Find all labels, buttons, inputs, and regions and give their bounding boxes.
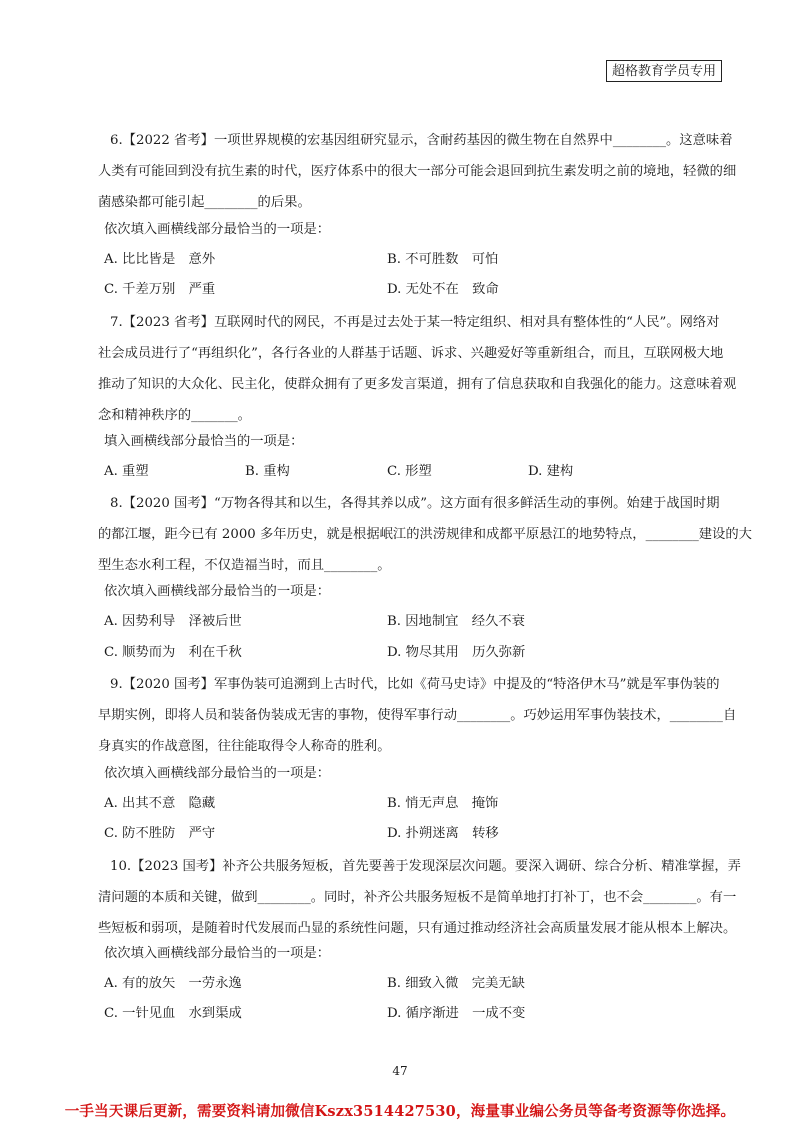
stem-line: 7.【2023 省考】互联网时代的网民，不再是过去处于某一特定组织、相对具有整体性的“人民”。网络对: [110, 315, 720, 330]
question-7-option-a[interactable]: A. 重塑: [104, 464, 149, 479]
question-8-option-d[interactable]: D. 物尽其用 历久弥新: [387, 645, 526, 660]
question-10-prompt: 依次填入画横线部分最恰当的一项是：: [104, 946, 331, 961]
question-7-option-c[interactable]: C. 形塑: [387, 464, 432, 479]
question-9-stem: [98, 669, 737, 762]
question-9-option-d[interactable]: D. 扑朔迷离 转移: [387, 826, 499, 841]
page-number: 47: [392, 1064, 408, 1078]
question-7-stem: [98, 307, 737, 431]
stem-line: 10.【2023 国考】补齐公共服务短板，首先要善于发现深层次问题。要深入调研、综合分析、精准掌握，弄: [110, 859, 741, 874]
question-10-option-a[interactable]: A. 有的放矢 一劳永逸: [104, 976, 242, 991]
stem-line: 念和精神秩序的_______。: [98, 408, 251, 423]
question-8-option-a[interactable]: A. 因势利导 泽被后世: [104, 614, 242, 629]
footer-notice: 一手当天课后更新，需要资料请加微信Kszx3514427530，海量事业编公务员等备考资源等你选择。: [64, 1103, 736, 1120]
question-9-option-c[interactable]: C. 防不胜防 严守: [104, 826, 216, 841]
stem-line: 清问题的本质和关键，做到________。同时，补齐公共服务短板不是简单地打打补丁，也不会________。有一: [98, 890, 737, 905]
question-10-option-d[interactable]: D. 循序渐进 一成不变: [387, 1006, 526, 1021]
question-8-option-c[interactable]: C. 顺势而为 利在千秋: [104, 645, 242, 660]
stem-line: 些短板和弱项，是随着时代发展而凸显的系统性问题，只有通过推动经济社会高质量发展才能从根本上解决。: [98, 921, 737, 936]
stem-line: 6.【2022 省考】一项世界规模的宏基因组研究显示，含耐药基因的微生物在自然界中________。这意味着: [110, 133, 733, 148]
stem-line: 9.【2020 国考】军事伪装可追溯到上古时代，比如《荷马史诗》中提及的“特洛伊木马”就是军事伪装的: [110, 677, 720, 692]
stem-line: 型生态水利工程，不仅造福当时，而且________。: [98, 558, 391, 573]
stem-line: 人类有可能回到没有抗生素的时代，医疗体系中的很大一部分可能会退回到抗生素发明之前的境地，轻微的细: [98, 164, 737, 179]
stem-line: 菌感染都可能引起________的后果。: [98, 195, 311, 210]
stem-line: 8.【2020 国考】“万物各得其和以生，各得其养以成”。这方面有很多鲜活生动的事例。始建于战国时期: [110, 496, 720, 511]
question-7-option-b[interactable]: B. 重构: [245, 464, 290, 479]
question-9-prompt: 依次填入画横线部分最恰当的一项是：: [104, 766, 331, 781]
stem-line: 身真实的作战意图，往往能取得令人称奇的胜利。: [98, 739, 391, 754]
question-6-option-b[interactable]: B. 不可胜数 可怕: [387, 252, 499, 267]
question-9-option-a[interactable]: A. 出其不意 隐藏: [104, 796, 216, 811]
question-9-option-b[interactable]: B. 悄无声息 掩饰: [387, 796, 499, 811]
question-6-option-c[interactable]: C. 千差万别 严重: [104, 282, 216, 297]
question-10-stem: [98, 851, 741, 944]
question-10-option-c[interactable]: C. 一针见血 水到渠成: [104, 1006, 242, 1021]
question-6-option-d[interactable]: D. 无处不在 致命: [387, 282, 499, 297]
question-6-prompt: 依次填入画横线部分最恰当的一项是：: [104, 222, 331, 237]
question-10-option-b[interactable]: B. 细致入微 完美无缺: [387, 976, 525, 991]
question-8-option-b[interactable]: B. 因地制宜 经久不衰: [387, 614, 525, 629]
question-7-prompt: 填入画横线部分最恰当的一项是：: [104, 434, 304, 449]
stem-line: 早期实例，即将人员和装备伪装成无害的事物，使得军事行动________。巧妙运用军事伪装技术，________自: [98, 708, 737, 723]
stem-line: 推动了知识的大众化、民主化，使群众拥有了更多发言渠道，拥有了信息获取和自我强化的能力。这意味着观: [98, 377, 737, 392]
question-8-stem: [98, 488, 752, 581]
header-stamp: 超格教育学员专用: [606, 60, 722, 82]
stem-line: 社会成员进行了“再组织化”，各行各业的人群基于话题、诉求、兴趣爱好等重新组合，而且，互联网极大地: [98, 346, 724, 361]
question-6-option-a[interactable]: A. 比比皆是 意外: [104, 252, 216, 267]
question-6-stem: [98, 125, 737, 218]
question-8-prompt: 依次填入画横线部分最恰当的一项是：: [104, 584, 331, 599]
question-7-option-d[interactable]: D. 建构: [528, 464, 574, 479]
stem-line: 的都江堰，距今已有 2000 多年历史，就是根据岷江的洪涝规律和成都平原悬江的地势特点，________建设的大: [98, 527, 752, 542]
